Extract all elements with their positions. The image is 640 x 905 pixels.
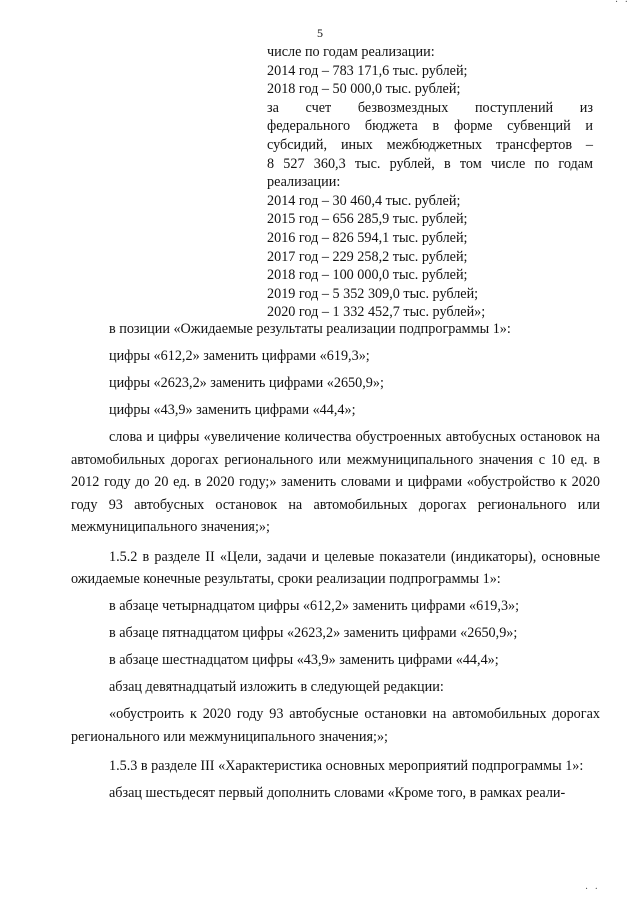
page-number: 5 <box>317 26 323 40</box>
paragraph: абзац девятнадцатый изложить в следующей редакции: <box>109 679 444 695</box>
scan-mark-bottom: · · <box>584 884 600 895</box>
paragraph: в абзаце пятнадцатом цифры «2623,2» заменить цифрами «2650,9»; <box>109 625 518 641</box>
paragraph: в позиции «Ожидаемые результаты реализации подпрограммы 1»: <box>109 321 511 337</box>
paragraph: 1.5.3 в разделе III «Характеристика основных мероприятий подпрограммы 1»: <box>109 758 584 774</box>
document-body <box>71 318 600 805</box>
funding-line: за счет безвозмездных поступлений из <box>267 99 593 116</box>
paragraph: цифры «612,2» заменить цифрами «619,3»; <box>109 348 370 364</box>
funding-year-line: 2016 год – 826 594,1 тыс. рублей; <box>267 229 468 246</box>
funding-line: 2018 год – 50 000,0 тыс. рублей; <box>267 81 461 98</box>
paragraph: цифры «43,9» заменить цифрами «44,4»; <box>109 402 356 418</box>
paragraph: в абзаце шестнадцатом цифры «43,9» заменить цифрами «44,4»; <box>109 652 499 668</box>
funding-line: 2014 год – 783 171,6 тыс. рублей; <box>267 62 468 79</box>
funding-line: федерального бюджета в форме субвенций и <box>267 118 593 135</box>
funding-year-line: 2015 год – 656 285,9 тыс. рублей; <box>267 211 468 228</box>
paragraph: цифры «2623,2» заменить цифрами «2650,9»; <box>109 375 384 391</box>
funding-year-line: 2020 год – 1 332 452,7 тыс. рублей»; <box>267 304 486 321</box>
funding-line: субсидий, иных межбюджетных трансфертов – <box>267 136 593 153</box>
paragraph: в абзаце четырнадцатом цифры «612,2» заменить цифрами «619,3»; <box>109 598 520 614</box>
funding-continuation-block <box>267 43 593 322</box>
funding-line: 8 527 360,3 тыс. рублей, в том числе по годам <box>267 155 593 172</box>
funding-year-line: 2019 год – 5 352 309,0 тыс. рублей; <box>267 285 479 302</box>
paragraph: абзац шестьдесят первый дополнить словами «Кроме того, в рамках реали- <box>109 785 566 801</box>
scan-mark-top: · · <box>614 0 630 8</box>
paragraph: 1.5.2 в разделе II «Цели, задачи и целевые показатели (индикаторы), основные ожидаемые конечные результаты, сроки реализации подпрограммы 1»: <box>71 548 600 587</box>
funding-line: числе по годам реализации: <box>267 44 435 60</box>
funding-year-line: 2018 год – 100 000,0 тыс. рублей; <box>267 267 468 284</box>
paragraph: слова и цифры «увеличение количества обустроенных автобусных остановок на автомобильных дорогах регионального или межмуниципального значения с 10 ед. в 2012 году до 20 ед. в 2020 году;» заменить словами и цифрами «обустройство к 2020 году 93 автобусных остановок на автомобильных дорогах регионального или межмуниципального значения;»; <box>71 429 600 535</box>
paragraph: «обустроить к 2020 году 93 автобусные остановки на автомобильных дорогах регионального или межмуниципального значения;»; <box>71 706 600 745</box>
funding-line: реализации: <box>267 174 341 191</box>
funding-year-line: 2014 год – 30 460,4 тыс. рублей; <box>267 192 461 209</box>
funding-year-line: 2017 год – 229 258,2 тыс. рублей; <box>267 248 468 265</box>
